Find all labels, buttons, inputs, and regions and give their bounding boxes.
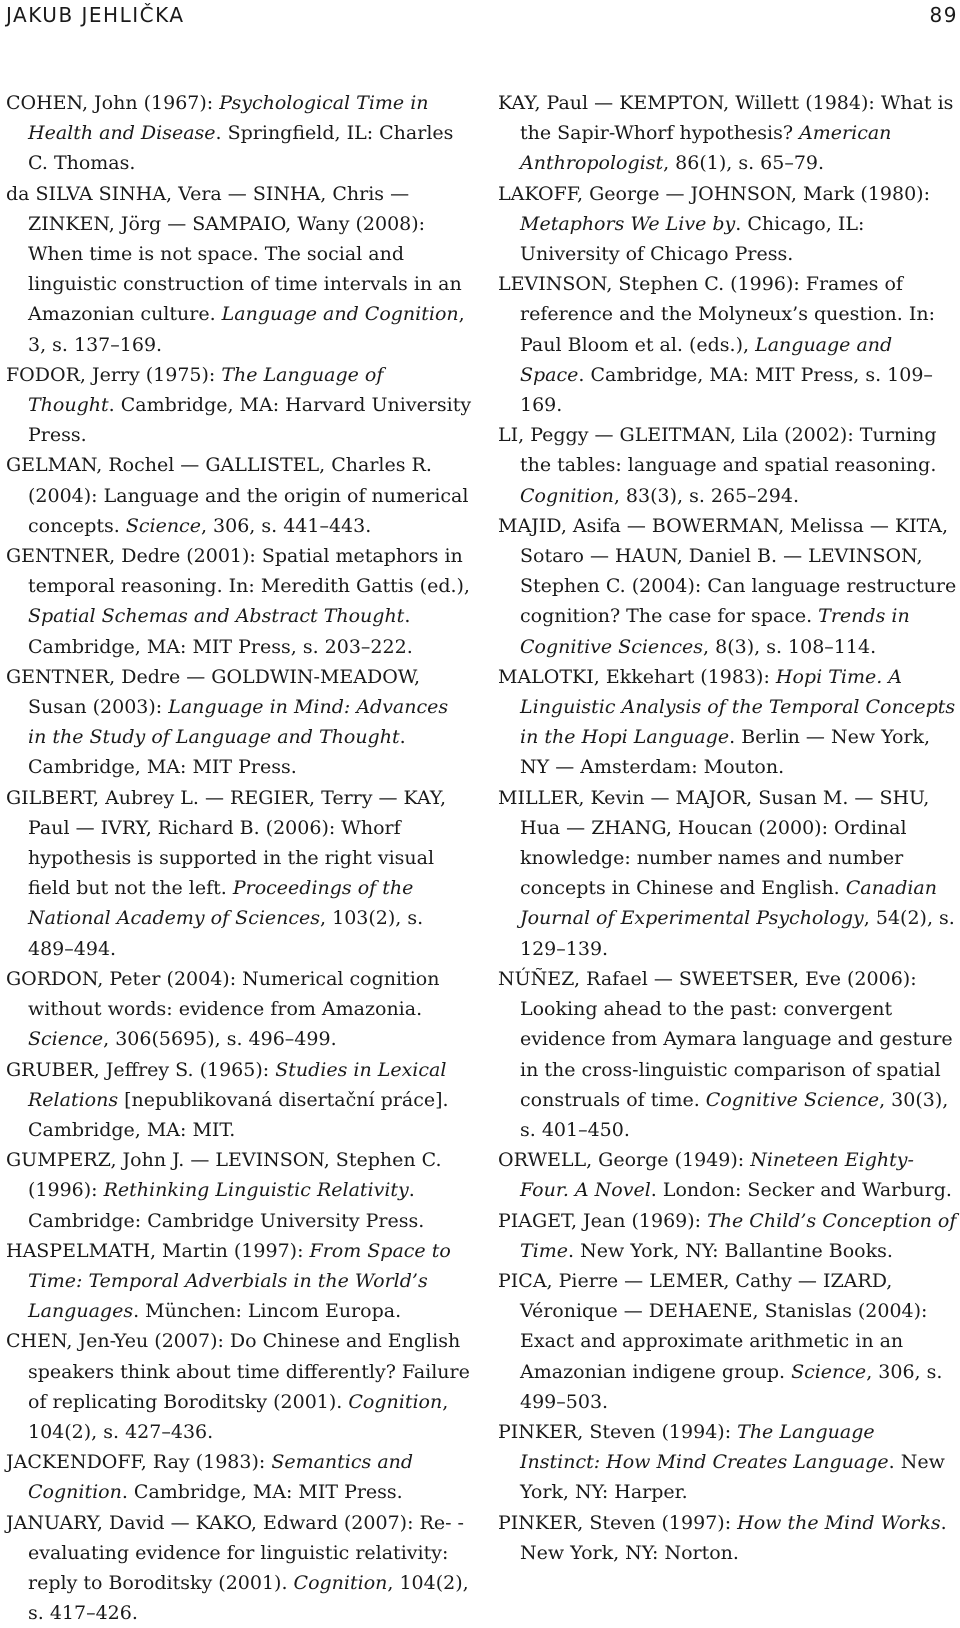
reference-text: HASPELMATH, Martin (1997): xyxy=(6,1239,310,1262)
reference-text: . London: Secker and Warburg. xyxy=(650,1179,952,1202)
reference-text: FODOR, Jerry (1975): xyxy=(6,363,222,386)
reference-title-italic: Nineteen Eighty-Four. A Novel xyxy=(520,1149,914,1202)
reference-text: , 104(2), s. 427–436. xyxy=(28,1390,449,1443)
reference-text: PINKER, Steven (1994): xyxy=(498,1420,738,1443)
reference-title-italic: Canadian Journal of Experimental Psychology xyxy=(520,877,937,930)
reference-title-italic: How the Mind Works xyxy=(737,1511,941,1534)
reference-title-italic: Cognition xyxy=(293,1571,388,1594)
reference-title-italic: Studies in Lexical Relations xyxy=(28,1058,447,1111)
reference-text: MILLER, Kevin — MAJOR, Susan M. — SHU, Hua — ZHANG, Houcan (2000): Ordinal knowledge: number names and number concepts in Chinese and English. xyxy=(498,786,930,900)
reference-title-italic: Science xyxy=(125,514,201,537)
reference-text: GELMAN, Rochel — GALLISTEL, Charles R. (2004): Language and the origin of numerical concepts. xyxy=(6,454,469,537)
reference-text: , 54(2), s. 129–139. xyxy=(520,907,955,960)
reference-entry xyxy=(498,783,958,964)
reference-title-italic: Cognitive Science xyxy=(705,1088,880,1111)
reference-text: . Cambridge, MA: Harvard University Press. xyxy=(28,394,472,447)
reference-entry xyxy=(498,88,958,179)
reference-text: LI, Peggy — GLEITMAN, Lila (2002): Turning the tables: language and spatial reasoning. xyxy=(498,424,937,477)
reference-title-italic: The Child’s Conception of Time xyxy=(520,1209,957,1262)
reference-text: ORWELL, George (1949): xyxy=(498,1149,751,1172)
reference-entry xyxy=(6,450,472,541)
running-head xyxy=(0,0,960,30)
reference-title-italic: Semantics and Cognition xyxy=(28,1451,414,1504)
reference-entry xyxy=(498,1145,958,1205)
reference-text: JANUARY, David — KAKO, Edward (2007): Re- -evaluating evidence for linguistic relativity: reply to Boroditsky (2001). xyxy=(6,1511,464,1594)
reference-text: , 3, s. 137–169. xyxy=(28,303,465,356)
reference-text: , 104(2), s. 417–426. xyxy=(28,1571,469,1625)
references-right-column xyxy=(498,88,958,1568)
reference-text: , 306, s. 441–443. xyxy=(200,514,372,537)
reference-text: , 83(3), s. 265–294. xyxy=(613,484,799,507)
reference-title-italic: Language and Cognition xyxy=(221,303,459,326)
reference-text: COHEN, John (1967): xyxy=(6,92,220,114)
reference-text: [nepublikovaná disertační práce]. Cambridge, MA: MIT. xyxy=(28,1088,449,1141)
reference-text: KAY, Paul — KEMPTON, Willett (1984): What is the Sapir-Whorf hypothesis? xyxy=(498,92,954,145)
reference-entry xyxy=(6,1447,472,1507)
reference-text: PIAGET, Jean (1969): xyxy=(498,1209,708,1232)
reference-text: JACKENDOFF, Ray (1983): xyxy=(6,1451,272,1474)
reference-title-italic: Rethinking Linguistic Relativity xyxy=(103,1179,409,1202)
reference-title-italic: Proceedings of the National Academy of Sciences xyxy=(28,877,414,930)
reference-entry xyxy=(6,964,472,1055)
reference-text: MALOTKI, Ekkehart (1983): xyxy=(498,665,776,688)
reference-title-italic: Hopi Time. A Linguistic Analysis of the Temporal Concepts in the Hopi Language xyxy=(520,665,956,749)
reference-text: . Cambridge, MA: MIT Press. xyxy=(28,726,406,779)
reference-title-italic: Spatial Schemas and Abstract Thought xyxy=(28,605,405,628)
reference-entry xyxy=(6,1236,472,1327)
reference-title-italic: American Anthropologist xyxy=(520,122,892,175)
reference-text: . New York, NY: Ballantine Books. xyxy=(568,1239,893,1262)
reference-title-italic: Science xyxy=(28,1028,104,1051)
reference-entry xyxy=(498,269,958,420)
reference-entry xyxy=(498,1417,958,1508)
page-number: 89 xyxy=(929,3,958,27)
reference-entry xyxy=(498,1508,958,1568)
reference-entry xyxy=(6,541,472,662)
reference-text: . Cambridge, MA: MIT Press, s. 109–169. xyxy=(520,363,933,417)
reference-title-italic: Metaphors We Live by xyxy=(520,212,736,235)
reference-entry xyxy=(6,88,472,179)
reference-title-italic: Language and Space xyxy=(520,333,893,386)
reference-text: , 306(5695), s. 496–499. xyxy=(103,1028,337,1051)
reference-text: , 103(2), s. 489–494. xyxy=(28,907,424,960)
reference-text: . New York, NY: Norton. xyxy=(520,1511,947,1564)
reference-text: da SILVA SINHA, Vera — SINHA, Chris — ZINKEN, Jörg — SAMPAIO, Wany (2008): When time is not space. The social and linguistic construction of time intervals in an Amazonian culture. xyxy=(6,182,462,326)
reference-text: GILBERT, Aubrey L. — REGIER, Terry — KAY, Paul — IVRY, Richard B. (2006): Whorf hypothesis is supported in the right visual field but not the left. xyxy=(6,786,447,900)
reference-entry xyxy=(498,1266,958,1417)
reference-title-italic: The Language of Thought xyxy=(28,363,384,417)
reference-text: . Cambridge, MA: MIT Press, s. 203–222. xyxy=(28,605,413,658)
reference-title-italic: The Language Instinct: How Mind Creates Language xyxy=(520,1420,889,1474)
reference-text: , 30(3), s. 401–450. xyxy=(520,1088,949,1141)
reference-title-italic: Language in Mind: Advances in the Study of Language and Thought xyxy=(28,696,449,749)
reference-text: GUMPERZ, John J. — LEVINSON, Stephen C. (1996): xyxy=(6,1149,442,1202)
reference-text: LAKOFF, George — JOHNSON, Mark (1980): xyxy=(498,182,930,205)
reference-entry xyxy=(6,1508,472,1628)
reference-text: , 86(1), s. 65–79. xyxy=(663,152,825,175)
reference-text: . Cambridge, MA: MIT Press. xyxy=(121,1481,403,1504)
reference-title-italic: Science xyxy=(791,1360,867,1383)
reference-title-italic: From Space to Time: Temporal Adverbials in the World’s Languages xyxy=(28,1239,451,1323)
reference-title-italic: Cognition xyxy=(348,1390,443,1413)
reference-entry xyxy=(498,964,958,1145)
reference-entry xyxy=(498,1206,958,1266)
reference-text: NÚÑEZ, Rafael — SWEETSER, Eve (2006): Looking ahead to the past: convergent evidence from Aymara language and gesture in the cross-linguistic comparison of spatial construals of time. xyxy=(498,967,953,1111)
reference-entry xyxy=(498,420,958,511)
reference-text: GENTNER, Dedre (2001): Spatial metaphors in temporal reasoning. In: Meredith Gattis (ed.), xyxy=(6,545,470,598)
reference-text: . Chicago, IL: University of Chicago Press. xyxy=(520,212,865,266)
reference-entry xyxy=(6,1055,472,1146)
reference-entry xyxy=(498,511,958,662)
reference-entry xyxy=(6,360,472,451)
reference-text: PINKER, Steven (1997): xyxy=(498,1511,738,1534)
reference-text: , 306, s. 499–503. xyxy=(520,1360,943,1413)
reference-text: PICA, Pierre — LEMER, Cathy — IZARD, Véronique — DEHAENE, Stanislas (2004): Exact and approximate arithmetic in an Amazonian indigene group. xyxy=(498,1269,928,1383)
running-head-author: JAKUB JEHLIČKA xyxy=(6,3,185,27)
reference-entry xyxy=(6,662,472,783)
reference-title-italic: Trends in Cognitive Sciences xyxy=(520,605,910,658)
reference-entry xyxy=(498,662,958,783)
reference-entry xyxy=(6,1326,472,1447)
reference-text: . München: Lincom Europa. xyxy=(133,1300,402,1323)
reference-text: CHEN, Jen-Yeu (2007): Do Chinese and English speakers think about time differently? Failure of replicating Boroditsky (2001). xyxy=(6,1330,470,1413)
reference-entry xyxy=(6,783,472,964)
reference-entry xyxy=(6,179,472,360)
reference-text: LEVINSON, Stephen C. (1996): Frames of reference and the Molyneux’s question. In: Paul Bloom et al. (eds.), xyxy=(498,273,935,356)
reference-text: GENTNER, Dedre — GOLDWIN-MEADOW, Susan (2003): xyxy=(6,665,421,719)
references-left-column xyxy=(6,88,472,1628)
reference-title-italic: Cognition xyxy=(520,484,614,507)
reference-text: GORDON, Peter (2004): Numerical cognition without words: evidence from Amazonia. xyxy=(6,967,440,1021)
reference-text: GRUBER, Jeffrey S. (1965): xyxy=(6,1058,276,1081)
reference-text: . New York, NY: Harper. xyxy=(520,1451,945,1504)
reference-text: MAJID, Asifa — BOWERMAN, Melissa — KITA, Sotaro — HAUN, Daniel B. — LEVINSON, Stephen C. (2004): Can language restructure cognition? The case for space. xyxy=(498,514,957,628)
reference-entry xyxy=(498,179,958,270)
reference-text: . Springfield, IL: Charles C. Thomas. xyxy=(28,122,454,175)
reference-text: . Berlin — New York, NY — Amsterdam: Mouton. xyxy=(520,726,931,779)
reference-entry xyxy=(6,1145,472,1236)
reference-text: , 8(3), s. 108–114. xyxy=(703,635,877,658)
reference-title-italic: Psychological Time in Health and Disease xyxy=(28,92,429,145)
reference-text: . Cambridge: Cambridge University Press. xyxy=(28,1179,425,1232)
